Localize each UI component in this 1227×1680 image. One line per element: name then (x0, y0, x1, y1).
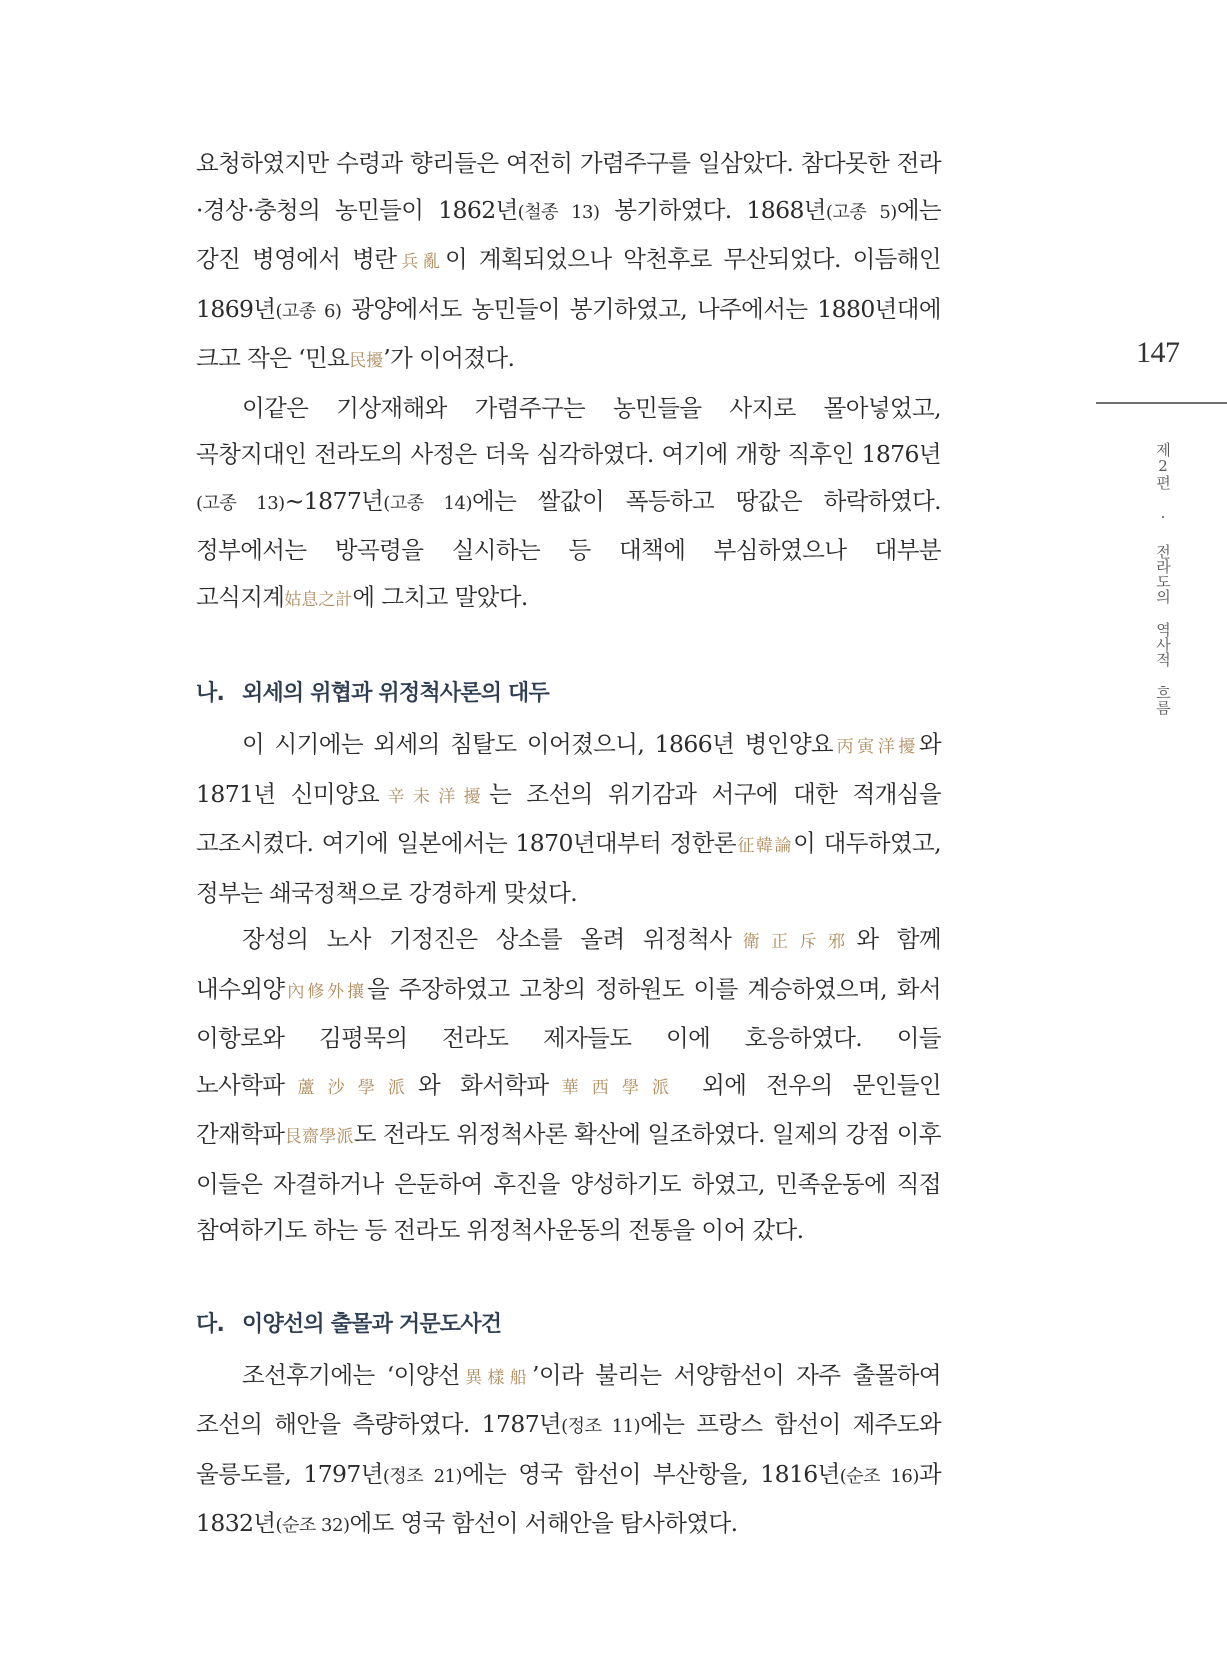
text-run: 와 1871년 신미양요 (196, 730, 942, 808)
section-label: 나. (196, 681, 225, 706)
text-run: 와 함께 내수외양 (196, 925, 941, 1003)
reign-year-note: (고종 14) (383, 492, 472, 514)
hanja-annotation: 異樣船 (459, 1367, 532, 1388)
text-run: 에는 강진 병영에서 병란 (196, 195, 942, 273)
section-heading-da (196, 1302, 941, 1348)
text-run: ’가 이어졌다. (383, 344, 515, 372)
margin-rule-divider (1096, 402, 1227, 404)
hanja-annotation: 姑息之計 (284, 589, 353, 610)
text-run: 장성의 노사 기정진은 상소를 올려 위정척사 (242, 925, 732, 953)
hanja-annotation: 華西學派 (548, 1077, 683, 1098)
hanja-annotation: 辛未洋擾 (379, 786, 490, 807)
text-run: 이같은 기상재해와 가렴주구는 농민들을 사지로 몰아넣었고, 곡창지대인 전라도의 사정은 더욱 심각하였다. 여기에 개항 직후인 1876년 (196, 393, 941, 468)
text-run: 과 1832년 (196, 1459, 942, 1537)
section-label: 다. (196, 1311, 225, 1337)
text-run: ’이라 불리는 서양함선이 자주 출몰하여 조선의 해안을 측량하였다. 1787년 (196, 1360, 942, 1438)
text-run: 에도 영국 함선이 서해안을 탐사하였다. (349, 1509, 738, 1537)
hanja-annotation: 蘆沙學派 (284, 1077, 419, 1098)
section-heading-na (196, 671, 941, 717)
hanja-annotation: 衛正斥邪 (731, 932, 857, 952)
text-run: 조선후기에는 ‘이양선 (242, 1360, 460, 1389)
reign-year-note: (정조 11) (561, 1416, 641, 1437)
reign-year-note: (고종 13) (196, 492, 285, 514)
text-run: 에는 영국 함선이 부산항을, 1816년 (462, 1459, 840, 1488)
hanja-annotation: 丙寅洋擾 (833, 737, 919, 757)
text-run: 에 그치고 말았다. (352, 582, 528, 611)
text-run: 이 시기에는 외세의 침탈도 이어졌으니, 1866년 병인양요 (242, 730, 834, 758)
hanja-annotation: 民擾 (349, 351, 384, 371)
text-run: 이 대두하였고, 정부는 쇄국정책으로 강경하게 맞섰다. (196, 829, 941, 907)
reign-year-note: (고종 6) (275, 300, 342, 322)
text-run: 도 전라도 위정척사론 확산에 일조하였다. 일제의 강점 이후 이들은 자결하거나 은둔하여 후진을 양성하기도 하였고, 민족운동에 직접 참여하기도 하는 등 전라도 위정척사운동의 전통을 이어 갔다. (196, 1120, 942, 1244)
page-body (196, 140, 941, 1550)
text-run: 요청하였지만 수령과 향리들은 여전히 가렴주구를 일삼았다. 참다못한 전라·경상·충청의 농민들이 1862년 (196, 149, 941, 224)
paragraph-foreign-threats (196, 721, 941, 916)
text-run: 에는 프랑스 함선이 제주도와 울릉도를, 1797년 (196, 1410, 941, 1488)
hanja-annotation: 兵亂 (396, 252, 446, 272)
reign-year-note: (순조 16) (839, 1465, 919, 1487)
page-number: 147 (1136, 336, 1180, 369)
reign-year-note: (정조 21) (382, 1465, 463, 1487)
paragraph-peasant-uprisings (196, 140, 941, 385)
running-title-vertical: 제2편 · 전라도의 역사적 흐름 (1154, 442, 1172, 715)
text-run: 광양에서도 농민들이 봉기하였고, 나주에서는 1880년대에 크고 작은 ‘민요 (196, 294, 941, 372)
hanja-annotation: 征韓論 (735, 836, 794, 856)
hanja-annotation: 艮齋學派 (284, 1127, 354, 1147)
section-title: 외세의 위협과 위정척사론의 대두 (242, 681, 549, 706)
paragraph-foreign-ships (196, 1352, 941, 1550)
section-title: 이양선의 출몰과 거문도사건 (242, 1311, 502, 1337)
text-run: 이 계획되었으나 악천후로 무산되었다. 이듬해인 1869년 (196, 245, 941, 323)
text-run: 을 주장하였고 고창의 정하원도 이를 계승하였으며, 화서 이항로와 김평묵의 전라도 제자들도 이에 호응하였다. 이들 노사학파 (196, 974, 941, 1099)
hanja-annotation: 內修外攘 (284, 981, 368, 1002)
paragraph-wijeong-cheoksa (196, 916, 941, 1254)
text-run: 외에 전우의 문인들인 간재학파 (196, 1070, 942, 1148)
text-run: 봉기하였다. 1868년 (599, 195, 826, 224)
text-run: ~1877년 (284, 486, 384, 515)
text-run: 에는 쌀값이 폭등하고 땅값은 하락하였다. 정부에서는 방곡령을 실시하는 등 대책에 부심하였으나 대부분 고식지계 (196, 486, 941, 611)
text-run: 는 조선의 위기감과 서구에 대한 적개심을 고조시켰다. 여기에 일본에서는 1870년대부터 정한론 (196, 779, 942, 857)
reign-year-note: (철종 13) (517, 201, 600, 223)
paragraph-rice-prices (196, 385, 941, 624)
reign-year-note: (고종 5) (825, 201, 897, 223)
reign-year-note: (순조 32) (275, 1515, 350, 1536)
text-run: 와 화서학파 (418, 1070, 549, 1099)
